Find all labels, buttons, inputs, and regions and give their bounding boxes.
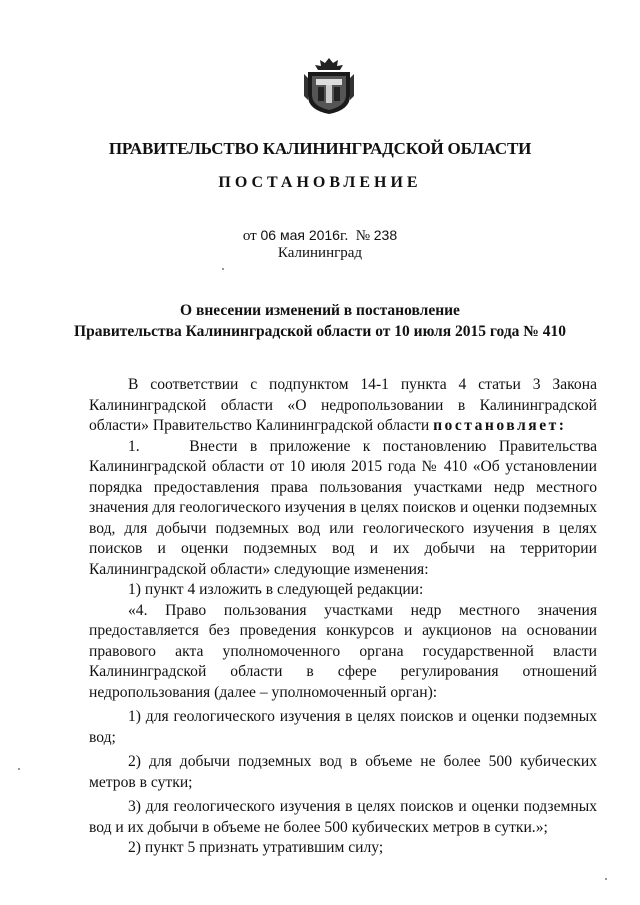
decree-body: [89, 375, 597, 859]
paragraph-clause-4-3: 3) для геологического изучения в целях поисков и оценки подземных вод и их добычи в объеме не более 500 кубических метров в сутки.»;: [89, 798, 597, 836]
document-type: ПОСТАНОВЛЕНИЕ: [218, 174, 422, 191]
paragraph-clause-4-1: 1) для геологического изучения в целях поисков и оценки подземных вод;: [89, 708, 597, 746]
date-prefix: от: [242, 228, 257, 244]
paragraph-item-1: 1. Внести в приложение к постановлению Правительства Калининградской области от 10 июля 2015 года № 410 «Об установлении порядка предоставления права пользования участками недр местного значения для геологического изучения в целях поисков и оценки подземных вод, для добычи подземных вод или геологического изучения в целях поисков и оценки подземных вод и их добычи на территории Калининградской области» следующие изменения:: [89, 437, 597, 578]
city: Калининград: [277, 245, 363, 261]
decree-date-line: [0, 227, 640, 245]
decree-number: 238: [373, 227, 398, 243]
subject-line-2: Правительства Калининградской области от 10 июля 2015 года № 410: [74, 323, 566, 340]
number-sign: №: [355, 228, 371, 244]
decree-subject: [0, 300, 640, 342]
paragraph-subitem-1: 1) пункт 4 изложить в следующей редакции:: [128, 581, 424, 598]
paragraph-preamble: [89, 375, 597, 437]
decree-verb: постановляет:: [433, 417, 567, 434]
date-value: 06 мая 2016: [260, 227, 340, 243]
subject-line-1: О внесении изменений в постановление: [180, 302, 460, 319]
paragraph-clause-4-2: 2) для добычи подземных вод в объеме не более 500 кубических метров в сутки;: [89, 753, 597, 791]
paragraph-subitem-2: 2) пункт 5 признать утратившим силу;: [128, 839, 384, 856]
preamble-text: В соответствии с подпунктом 14-1 пункта 4 статьи 3 Закона Калининградской области «О недропользовании в Калининградской области» Правительство Калининградской области: [89, 376, 597, 434]
scan-speck: [222, 268, 224, 270]
scan-speck: [605, 878, 607, 880]
paragraph-new-clause-4: «4. Право пользования участками недр местного значения предоставляется без проведения конкурсов и аукционов на основании правового акта уполномоченного органа государственной власти Калининградской области в сфере регулирования отношений недропользования (далее – уполномоченный орган):: [89, 601, 597, 701]
coat-of-arms-emblem: [300, 56, 358, 116]
scan-speck: [18, 768, 20, 770]
date-suffix: г.: [339, 228, 349, 244]
government-title: ПРАВИТЕЛЬСТВО КАЛИНИНГРАДСКОЙ ОБЛАСТИ: [108, 139, 532, 158]
